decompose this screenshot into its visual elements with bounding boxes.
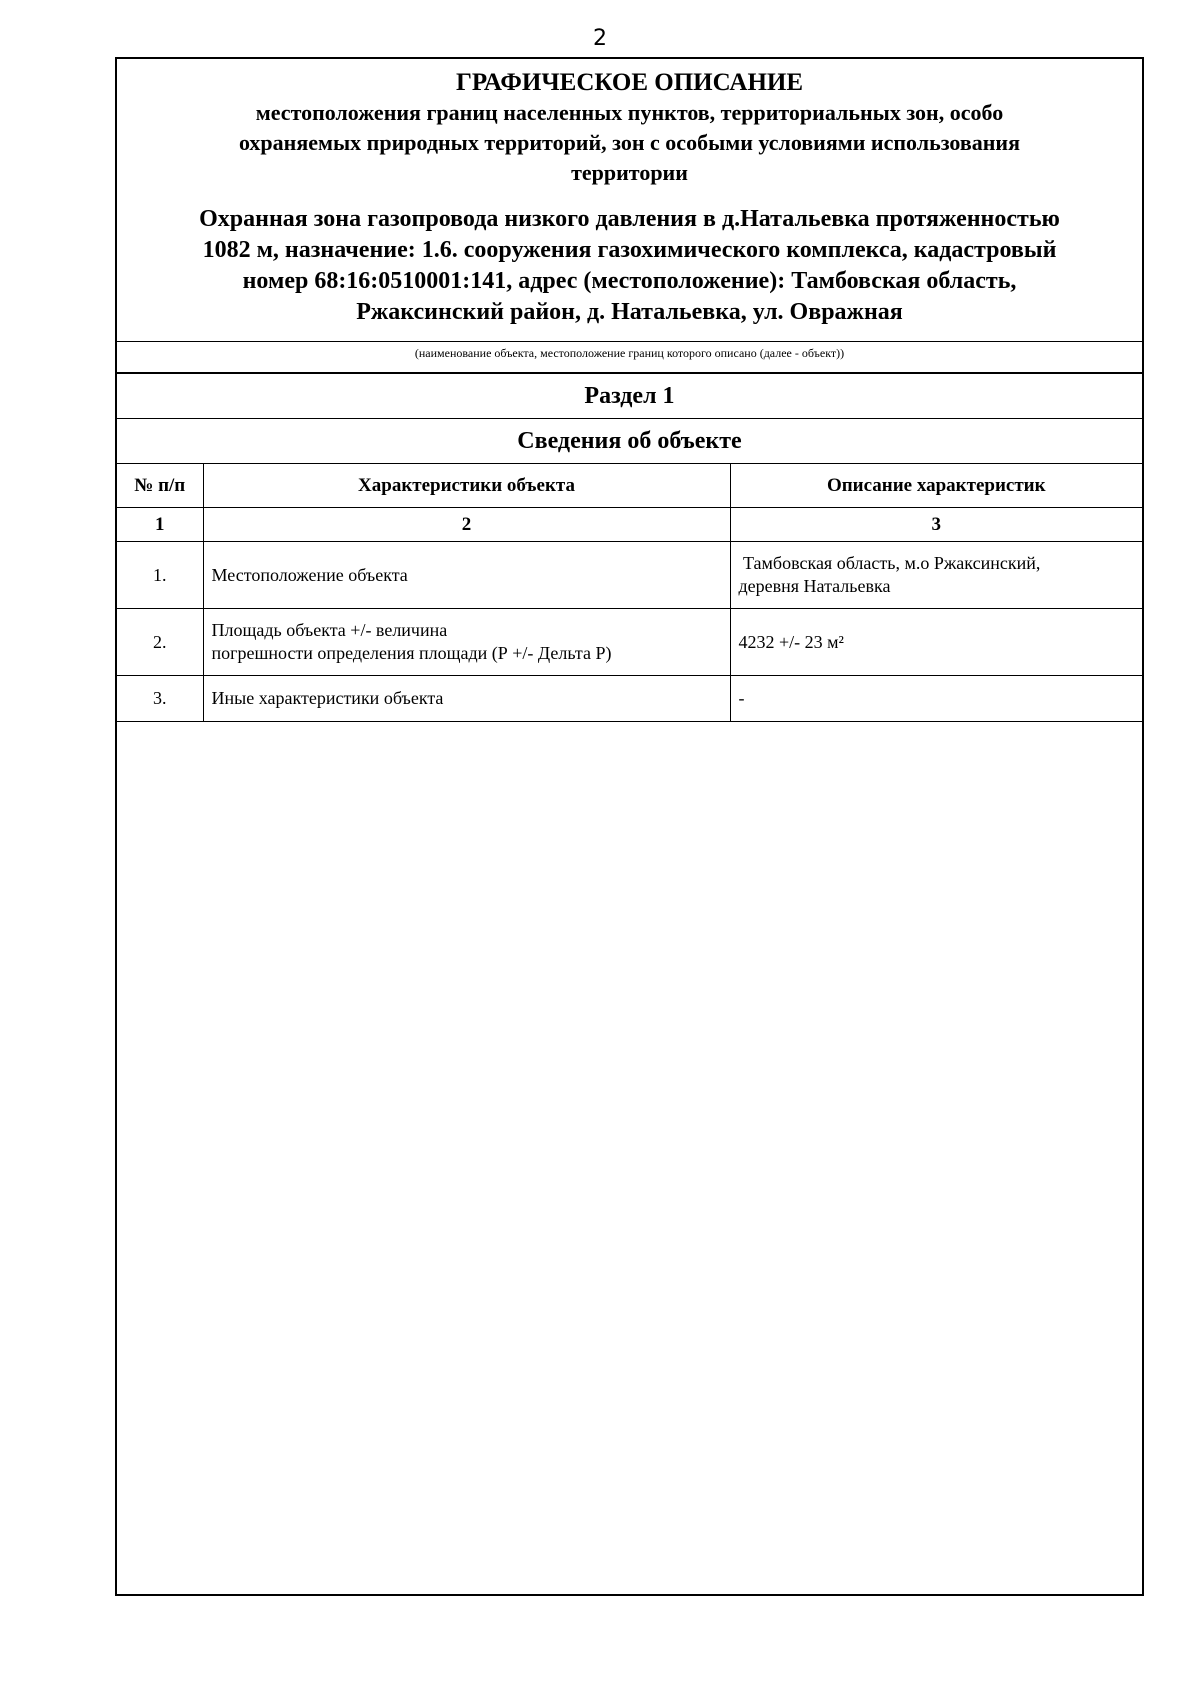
object-caption: (наименование объекта, местоположение границ которого описано (далее - объект)) bbox=[414, 346, 845, 360]
table-row bbox=[117, 542, 1142, 609]
characteristic-line: Местоположение объекта bbox=[211, 564, 408, 585]
object-name-line: Охранная зона газопровода низкого давления в д.Натальевка протяженностью bbox=[199, 206, 1060, 232]
column-header: Описание характеристик bbox=[730, 464, 1142, 508]
description-cell bbox=[730, 609, 1142, 676]
document-subtitle bbox=[117, 98, 1142, 188]
page-number: 2 bbox=[593, 26, 607, 51]
column-header: Характеристики объекта bbox=[203, 464, 730, 508]
description-cell bbox=[730, 676, 1142, 722]
object-info-table bbox=[117, 463, 1142, 722]
column-number: 2 bbox=[203, 508, 730, 542]
table-row bbox=[117, 676, 1142, 722]
subtitle-line: охраняемых природных территорий, зон с особыми условиями использования bbox=[238, 130, 1021, 155]
column-number-row bbox=[117, 508, 1142, 542]
object-name-line: Ржаксинский район, д. Натальевка, ул. Овражная bbox=[356, 299, 903, 325]
column-number: 1 bbox=[117, 508, 203, 542]
description-line: Тамбовская область, м.о Ржаксинский, bbox=[738, 553, 1041, 573]
subtitle-line: местоположения границ населенных пунктов, территориальных зон, особо bbox=[255, 100, 1004, 125]
characteristic-line: погрешности определения площади (Р +/- Дельта Р) bbox=[211, 643, 612, 663]
characteristic-cell bbox=[203, 676, 730, 722]
document-frame bbox=[115, 57, 1144, 1596]
table-row bbox=[117, 609, 1142, 676]
description-line: деревня Натальевка bbox=[738, 576, 891, 596]
row-number: 3. bbox=[117, 676, 203, 722]
description-line: 4232 +/- 23 м² bbox=[738, 631, 844, 652]
document-header bbox=[117, 59, 1142, 341]
object-name-line: 1082 м, назначение: 1.6. сооружения газохимического комплекса, кадастровый bbox=[202, 237, 1057, 263]
column-number: 3 bbox=[730, 508, 1142, 542]
column-header: № п/п bbox=[117, 464, 203, 508]
characteristic-line: Иные характеристики объекта bbox=[211, 688, 444, 708]
object-name-line: номер 68:16:0510001:141, адрес (местоположение): Тамбовская область, bbox=[242, 268, 1017, 294]
row-number: 1. bbox=[117, 542, 203, 609]
characteristic-line: Площадь объекта +/- величина bbox=[211, 620, 448, 640]
subtitle-line: территории bbox=[571, 160, 688, 185]
characteristic-cell bbox=[203, 542, 730, 609]
object-name bbox=[117, 204, 1142, 328]
description-cell bbox=[730, 542, 1142, 609]
row-number: 2. bbox=[117, 609, 203, 676]
section-subtitle: Сведения об объекте bbox=[517, 428, 742, 454]
characteristic-cell bbox=[203, 609, 730, 676]
document-title: ГРАФИЧЕСКОЕ ОПИСАНИЕ bbox=[455, 69, 804, 96]
table-header-row bbox=[117, 464, 1142, 508]
description-line: - bbox=[738, 688, 745, 708]
section-title: Раздел 1 bbox=[584, 383, 675, 409]
